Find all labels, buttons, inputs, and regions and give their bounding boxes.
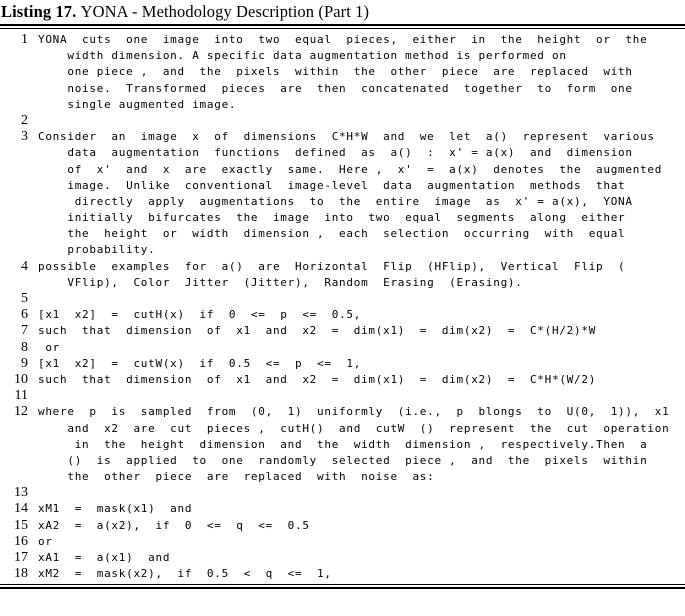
code-line-text: xM1 = mask(x1) and xyxy=(38,502,193,516)
code-line-text: of x' and x are exactly same. Here , x' = a(x) denotes the augmented xyxy=(38,162,663,176)
code-line xyxy=(0,550,685,566)
code-line-number: 8 xyxy=(21,339,28,355)
code-line-text: in the height dimension and the width dimension , respectively.Then a xyxy=(38,437,648,451)
code-line-number: 2 xyxy=(21,112,28,128)
code-line-text: such that dimension of x1 and x2 = dim(x1) = dim(x2) = C*(H/2)*W xyxy=(38,324,597,338)
code-line-text: or xyxy=(38,340,61,354)
code-line xyxy=(0,145,685,161)
code-line xyxy=(0,178,685,194)
code-line-text: Consider an image x of dimensions C*H*W and we let a() represent various xyxy=(38,130,655,144)
code-line-text: image. Unlike conventional image-level data augmentation methods that xyxy=(38,178,626,192)
code-line xyxy=(0,113,685,129)
code-line-text: width dimension. A specific data augmentation method is performed on xyxy=(38,49,567,63)
code-line-number: 4 xyxy=(21,258,28,274)
code-line-text: VFlip), Color Jitter (Jitter), Random Erasing (Erasing). xyxy=(38,275,523,289)
code-line xyxy=(0,275,685,291)
listing-caption-label: Listing 17. xyxy=(1,2,77,21)
code-line-number: 13 xyxy=(14,485,28,501)
listing-caption-title: YONA - Methodology Description (Part 1) xyxy=(80,2,370,21)
code-line xyxy=(0,421,685,437)
code-line-text: () is applied to one randomly selected piece , and the pixels within xyxy=(38,453,648,467)
code-line-number: 12 xyxy=(14,404,28,420)
code-line xyxy=(0,32,685,48)
code-line-text: possible examples for a() are Horizontal Flip (HFlip), Vertical Flip ( xyxy=(38,259,626,273)
code-line-text: [x1 x2] = cutW(x) if 0.5 <= p <= 1, xyxy=(38,356,362,370)
code-line xyxy=(0,356,685,372)
code-line xyxy=(0,242,685,258)
code-line xyxy=(0,162,685,178)
code-line xyxy=(0,210,685,226)
code-line xyxy=(0,388,685,404)
code-line xyxy=(0,226,685,242)
code-line-number: 6 xyxy=(21,307,28,323)
code-line-number: 11 xyxy=(14,388,28,404)
code-line xyxy=(0,323,685,339)
code-line xyxy=(0,404,685,420)
code-line xyxy=(0,518,685,534)
code-line-text: one piece , and the pixels within the other piece are replaced with xyxy=(38,65,633,79)
code-line xyxy=(0,340,685,356)
code-line-text: noise. Transformed pieces are then concatenated together to form one xyxy=(38,81,633,95)
footer-rule-thick xyxy=(0,587,685,589)
code-line-number: 1 xyxy=(21,32,28,47)
code-line-number: 5 xyxy=(21,291,28,306)
code-line-number: 15 xyxy=(14,517,28,533)
code-line xyxy=(0,64,685,80)
code-line-text: such that dimension of x1 and x2 = dim(x1) = dim(x2) = C*H*(W/2) xyxy=(38,372,597,386)
code-line xyxy=(0,48,685,64)
code-line xyxy=(0,453,685,469)
code-line xyxy=(0,291,685,307)
code-line xyxy=(0,81,685,97)
code-line-number: 3 xyxy=(21,129,28,145)
code-line-number: 10 xyxy=(14,371,28,387)
code-line-text: xA2 = a(x2), if 0 <= q <= 0.5 xyxy=(38,518,310,532)
code-line-number: 16 xyxy=(14,533,28,549)
code-line xyxy=(0,485,685,501)
code-line-text: single augmented image. xyxy=(38,97,237,111)
code-line xyxy=(0,501,685,517)
code-line-text: the height or width dimension , each selection occurring with equal xyxy=(38,227,626,241)
code-line-text: xA1 = a(x1) and xyxy=(38,551,171,564)
code-line xyxy=(0,566,685,582)
code-line xyxy=(0,129,685,145)
code-line-text: where p is sampled from (0, 1) uniformly (i.e., p blongs to U(0, 1)), x1 xyxy=(38,405,670,419)
code-line-number: 9 xyxy=(21,355,28,371)
code-line-number: 7 xyxy=(21,323,28,339)
code-line-text: initially bifurcates the image into two equal segments along either xyxy=(38,211,626,225)
code-line xyxy=(0,307,685,323)
code-line-text: and x2 are cut pieces , cutH() and cutW () represent the cut operation xyxy=(38,421,670,435)
code-line xyxy=(0,372,685,388)
code-line-text: [x1 x2] = cutH(x) if 0 <= p <= 0.5, xyxy=(38,308,362,322)
code-line-text: xM2 = mask(x2), if 0.5 < q <= 1, xyxy=(38,567,332,581)
code-line xyxy=(0,469,685,485)
code-line-text: YONA cuts one image into two equal pieces, either in the height or the xyxy=(38,33,648,46)
code-line-number: 14 xyxy=(14,501,28,517)
code-line xyxy=(0,194,685,210)
code-line-number: 17 xyxy=(14,550,28,565)
code-line-text: the other piece are replaced with noise as: xyxy=(38,470,435,484)
code-line-number: 18 xyxy=(14,566,28,582)
code-line xyxy=(0,259,685,275)
code-line-text: probability. xyxy=(38,243,156,257)
listing-caption xyxy=(0,0,685,24)
code-line xyxy=(0,534,685,550)
code-line-text: data augmentation functions defined as a() : x' = a(x) and dimension xyxy=(38,146,633,160)
code-line-text: directly apply augmentations to the entire image as x' = a(x), YONA xyxy=(38,194,633,208)
code-line-text: or xyxy=(38,534,53,548)
code-line xyxy=(0,437,685,453)
code-line xyxy=(0,97,685,113)
code-body xyxy=(0,29,685,584)
